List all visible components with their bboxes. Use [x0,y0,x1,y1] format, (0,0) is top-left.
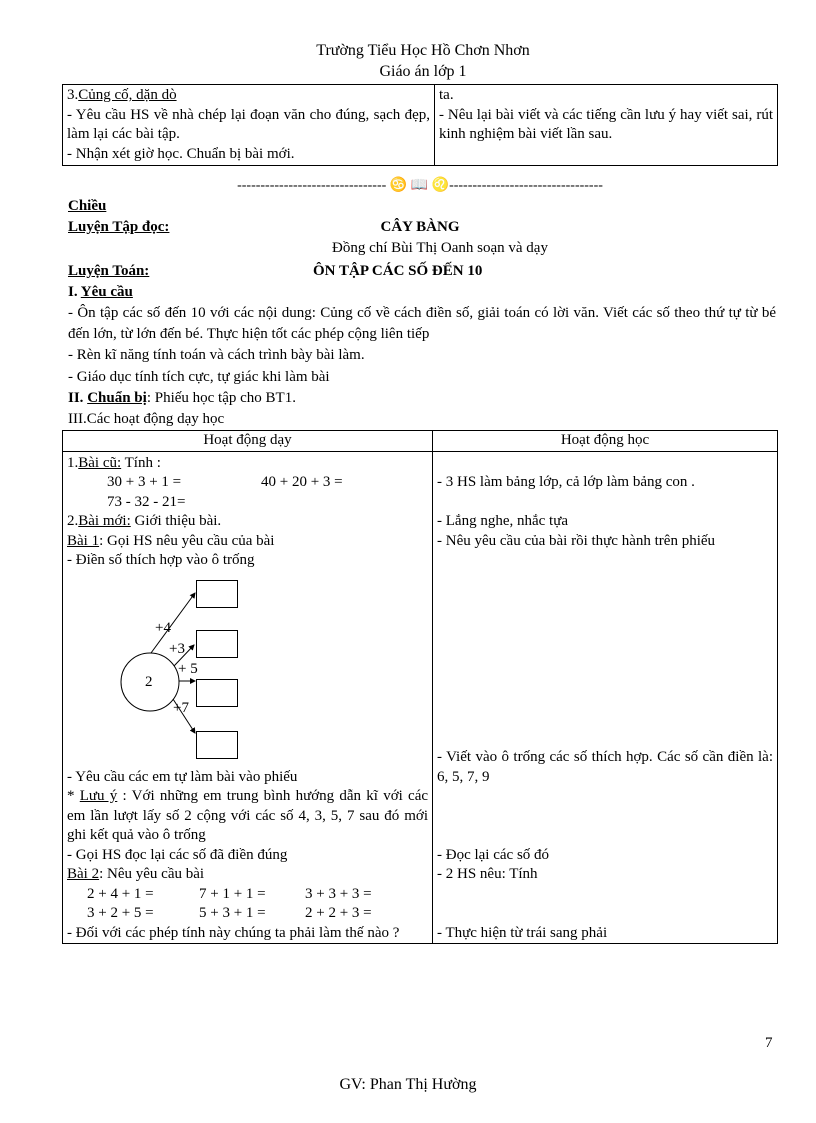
answer-box-3[interactable] [196,679,238,707]
section2: II. Chuẩn bị: Phiếu học tập cho BT1. [68,390,296,406]
lesson2-subject: Luyện Toán: [68,263,150,279]
learn-bai2: - 2 HS nêu: Tính [437,866,538,882]
lesson1-title: CÂY BÀNG [380,219,460,235]
lesson1-teacher: Đồng chí Bùi Thị Oanh soạn và dạy [332,240,548,256]
op-plus5: + 5 [178,660,198,677]
closing-line1: - Yêu cầu HS về nhà chép lại đoạn văn cho đúng, sạch đẹp, làm lại các bài tập. [67,106,430,142]
head-teach: Hoạt động dạy [63,431,433,452]
fill-instruction: - Điền số thích hợp vào ô trống [67,552,255,568]
learn-old-lesson: - 3 HS làm bảng lớp, cả lớp làm bảng con . [437,474,695,490]
header-subtitle: Giáo án lớp 1 [379,63,467,80]
page-number: 7 [765,1035,773,1051]
learn-bai1: - Nêu yêu cầu của bài rồi thực hành trên phiếu [437,532,716,549]
new-lesson-line: 2.Bài mới: Giới thiệu bài. [67,513,222,529]
afternoon-heading: Chiều [68,198,107,214]
answer-box-1[interactable] [196,580,238,608]
answer-box-2[interactable] [196,630,238,658]
number-diagram [67,571,428,768]
op-plus4: +4 [155,619,171,636]
lesson2-title: ÔN TẬP CÁC SỐ ĐẾN 10 [313,263,483,279]
bai2-eqs-row1: 2 + 4 + 1 = 7 + 1 + 1 = 3 + 3 + 3 = [87,885,372,902]
lesson1-subject: Luyện Tập đọc: [68,219,170,235]
header-school: Trường Tiểu Học Hồ Chơn Nhơn [316,42,530,59]
divider: -------------------------------- ♋ 📖 ♌--------------------------------- [237,178,603,193]
divider-symbols: ♋ 📖 ♌ [389,178,450,193]
section1-heading: I. Yêu cầu [68,284,133,300]
bai1-line: Bài 1: Gọi HS nêu yêu cầu của bài [67,532,275,549]
learn-read-again: - Đọc lại các số đó [437,846,550,863]
learn-self-work: - Viết vào ô trống các số thích hợp. Các số cần điền là: 6, 5, 7, 9 [437,749,773,785]
learn-new-lesson: - Lắng nghe, nhắc tựa [437,513,568,529]
read-again-line: - Gọi HS đọc lại các số đã điền đúng [67,846,288,863]
section1-p3: - Giáo dục tính tích cực, tự giác khi làm bài [68,369,330,385]
top-left-cell: 3.Củng cố, dặn dò - Yêu cầu HS về nhà chép lại đoạn văn cho đúng, sạch đẹp, làm lại các bài tập. - Nhận xét giờ học. Chuẩn bị bài mới. [63,85,435,166]
top-right-cell: ta. - Nêu lại bài viết và các tiếng cần lưu ý hay viết sai, rút kinh nghiệm bài viết lần sau. [435,85,778,166]
op-plus7: +7 [173,699,189,716]
how-question: - Đối với các phép tính này chúng ta phải làm thế nào ? [67,924,400,941]
learn-cell [433,451,778,944]
top-table [62,84,778,166]
old-lesson-eqs: 30 + 3 + 1 = 40 + 20 + 3 = [107,474,343,490]
old-lesson-eq3: 73 - 32 - 21= [107,493,186,510]
note-paragraph: * Lưu ý : Với những em trung bình hướng dẫn kĩ với các em lần lượt lấy số 2 cộng với các số 4, 3, 5, 7 sau đó mới ghi kết quả vào ô trống [67,788,429,843]
center-number: 2 [145,673,153,690]
learn-how: - Thực hiện từ trái sang phải [437,924,608,941]
section1-p2: - Rèn kĩ năng tính toán và cách trình bày bài làm. [68,347,365,363]
old-lesson-line: 1.Bài cũ: Tính : [67,454,161,471]
self-work-line: - Yêu cầu các em tự làm bài vào phiếu [67,768,298,785]
bai2-line: Bài 2: Nêu yêu cầu bài [67,866,205,882]
closing-heading: Củng cố, dặn dò [78,87,177,103]
activities-table [62,430,778,944]
teach-cell [63,451,433,944]
head-learn: Hoạt động học [433,431,778,452]
footer-teacher: GV: Phan Thị Hường [339,1076,477,1093]
answer-box-4[interactable] [196,731,238,759]
op-plus3: +3 [169,640,185,657]
section3-heading: III.Các hoạt động dạy học [68,411,225,427]
review-line: - Nêu lại bài viết và các tiếng cần lưu ý hay viết sai, rút kinh nghiệm bài viết lần sau. [439,106,773,142]
closing-line2: - Nhận xét giờ học. Chuẩn bị bài mới. [67,145,295,162]
section1-p1: - Ôn tập các số đến 10 với các nội dung: Củng cố về cách điền số, giải toán có lời văn. Viết các số theo thứ tự từ bé đến lớn, từ lớn đến bé. Thực hiện tốt các phép cộng liên tiếp [68,305,776,342]
bai2-eqs-row2: 3 + 2 + 5 = 5 + 3 + 1 = 2 + 2 + 3 = [87,905,372,921]
